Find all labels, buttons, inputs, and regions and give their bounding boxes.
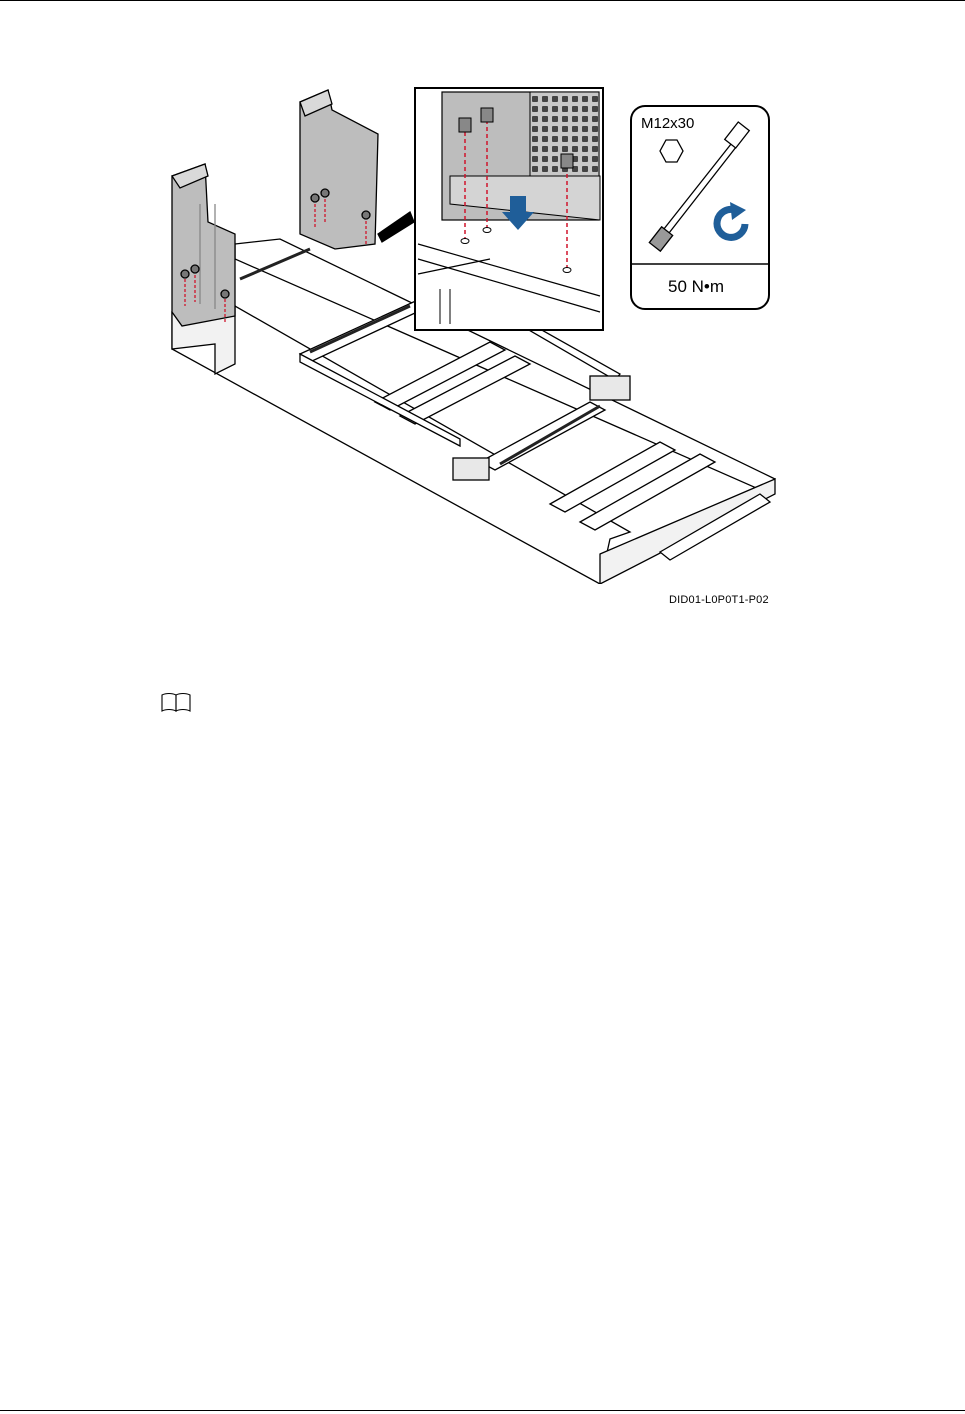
tool-panel	[631, 106, 769, 309]
bolt-spec-label: M12x30	[641, 115, 695, 132]
installation-figure	[160, 84, 780, 584]
figure-id: DID01-L0P0T1-P02	[669, 594, 769, 606]
footer-rule	[0, 1410, 965, 1411]
detail-inset	[415, 88, 603, 330]
torque-label: 50 N•m	[668, 277, 725, 296]
header-rule	[0, 0, 965, 1]
right-side-bracket	[300, 90, 414, 249]
left-side-bracket	[172, 164, 235, 326]
cabinet-base-illustration	[160, 84, 780, 584]
book-icon	[160, 692, 200, 714]
